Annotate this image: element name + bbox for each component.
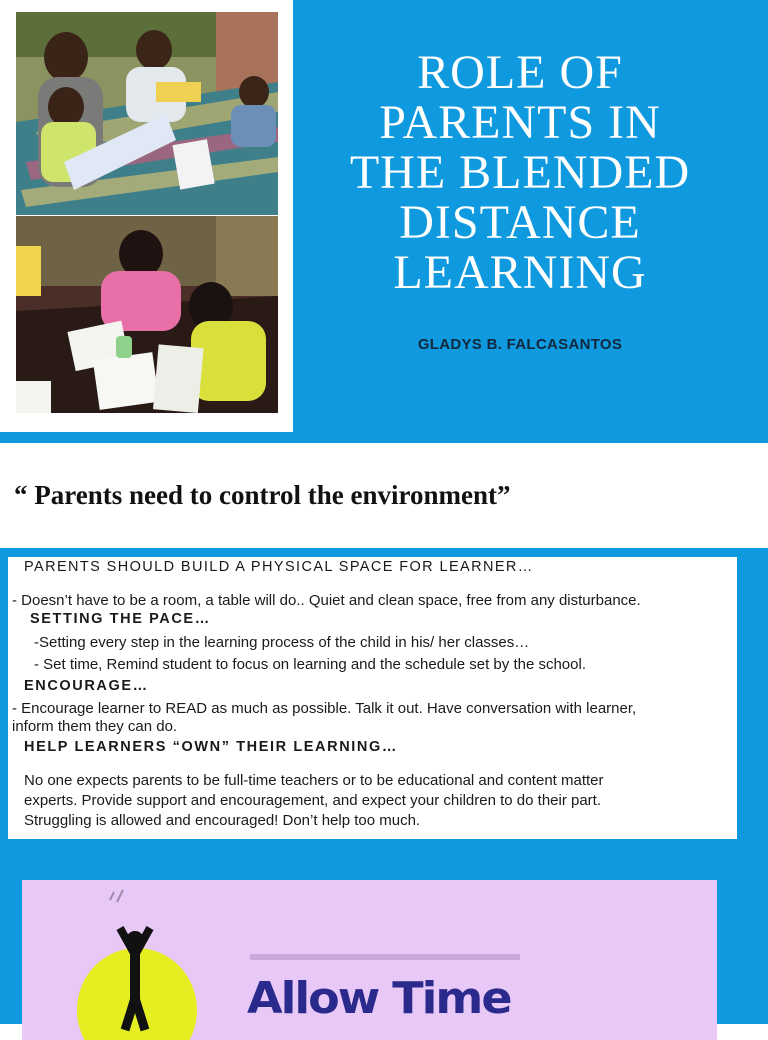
content-panel: [8, 557, 737, 839]
author-name: GLADYS B. FALCASANTOS: [417, 336, 623, 353]
allow-time-text: Allow Time: [247, 972, 511, 1024]
children-homework-photo: [16, 216, 278, 413]
body-line: - Encourage learner to READ as much as possible. Talk it out. Have conversation with learner,: [12, 700, 637, 717]
section-heading-space: PARENTS SHOULD BUILD A PHYSICAL SPACE FOR LEARNER…: [24, 559, 534, 575]
body-line: inform them they can do.: [12, 718, 178, 735]
cheering-figure-icon: [22, 880, 222, 1040]
faded-caption-decoration: [250, 949, 540, 965]
title-line: DISTANCE: [399, 196, 641, 249]
body-paragraph-line: Struggling is allowed and encouraged! Don’t help too much.: [24, 812, 421, 829]
title-line: PARENTS IN: [379, 96, 661, 149]
body-line: -Setting every step in the learning process of the child in his/ her classes…: [34, 634, 530, 651]
title-line: ROLE OF: [417, 46, 623, 99]
title-line: THE BLENDED: [349, 146, 691, 199]
allow-time-graphic: [22, 880, 717, 1040]
title-slide: [0, 0, 768, 443]
family-reading-photo: [16, 12, 278, 215]
photo-frame: [0, 0, 293, 432]
body-paragraph-line: No one expects parents to be full-time teachers or to be educational and content matter: [24, 772, 604, 789]
title-line: LEARNING: [393, 246, 647, 299]
slide-title: [330, 48, 710, 298]
body-line: - Doesn’t have to be a room, a table will do.. Quiet and clean space, free from any disturbance.: [12, 592, 641, 609]
body-paragraph-line: experts. Provide support and encouragement, and expect your children to do their part.: [24, 792, 602, 809]
section-heading-encourage: ENCOURAGE…: [24, 678, 149, 694]
quote-text: “ Parents need to control the environment”: [14, 480, 511, 510]
section-heading-pace: SETTING THE PACE…: [30, 611, 211, 627]
section-heading-own: HELP LEARNERS “OWN” THEIR LEARNING…: [24, 739, 398, 755]
body-line: - Set time, Remind student to focus on learning and the schedule set by the school.: [34, 656, 586, 673]
content-slide: [0, 548, 768, 1024]
